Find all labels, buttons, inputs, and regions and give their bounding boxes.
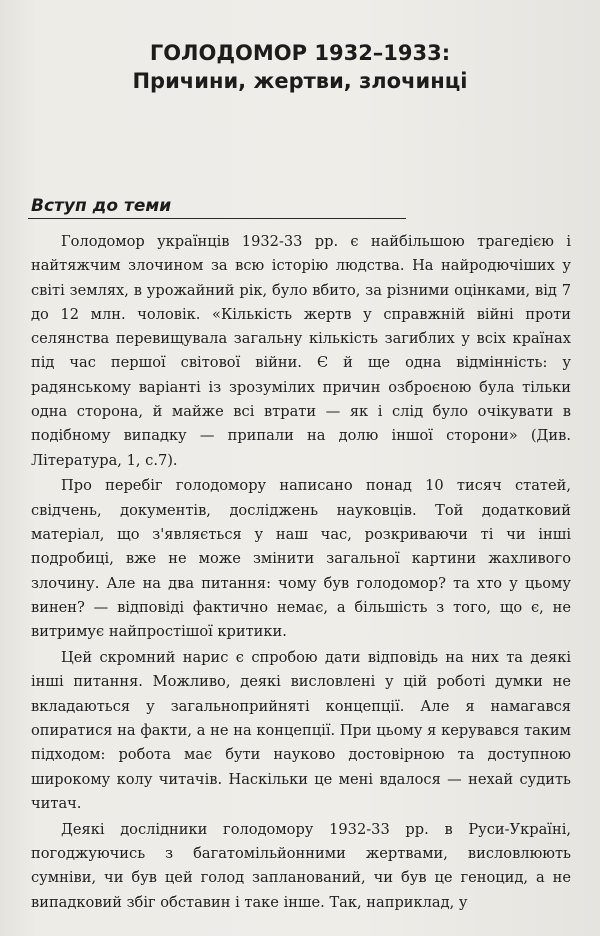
paragraph: Цей скромний нарис є спробою дати відповідь на них та деякі інші питання. Можливо, деякі висловлені у цій роботі думки не вкладаються у загальноприйняті концепції. Але я намагався опиратися на факти, а не на концепції. При цьому я керувався таким підходом: робота має бути науково достовірною та доступною широкому колу читачів. Наскільки це мені вдалося — нехай судить читач. — [31, 649, 571, 812]
paragraph: Голодомор українців 1932-33 рр. є найбільшою трагедією і найтяжчим злочином за всю історію людства. На найродючіших у світі землях, в урожайний рік, було вбито, за різними оцінками, від 7 до 12 млн. чоловік. «Кількість жертв у справжній війні проти селянства перевищувала загальну кількість загиблих у всіх країнах під час першої світової війни. Є й ще одна відмінність: у радянському варіанті із зрозумілих причин озброєною була тільки одна сторона, й майже всі втрати — як і слід було очікувати в подібному випадку — припали на долю іншої сторони» (Див. Література, 1, с.7). — [31, 233, 571, 469]
page-title: ГОЛОДОМОР 1932–1933: — [149, 41, 451, 65]
body-text — [31, 230, 571, 916]
paragraph: Про перебіг голодомору написано понад 10 тисяч статей, свідчень, документів, досліджень науковців. Той додатковий матеріал, що з'являється у наш час, розкриваючи ті чи інші подробиці, вже не може змінити загальної картини жахливого злочину. Але на два питання: чому був голодомор? та хто у цьому винен? — відповіді фактично немає, а більшість з того, що є, не витримує найпростішої критики. — [31, 477, 571, 641]
section-heading: Вступ до теми — [31, 196, 172, 216]
section-underline — [28, 218, 406, 219]
paragraph: Деякі дослідники голодомору 1932-33 рр. в Руси-Україні, погоджуючись з багатомільйонними жертвами, висловлюють сумніви, чи був цей голод запланований, чи був це геноцид, а не випадковий збіг обставин і таке інше. Так, наприклад, у — [31, 820, 571, 911]
page-subtitle: Причини, жертви, злочинці — [132, 69, 468, 93]
